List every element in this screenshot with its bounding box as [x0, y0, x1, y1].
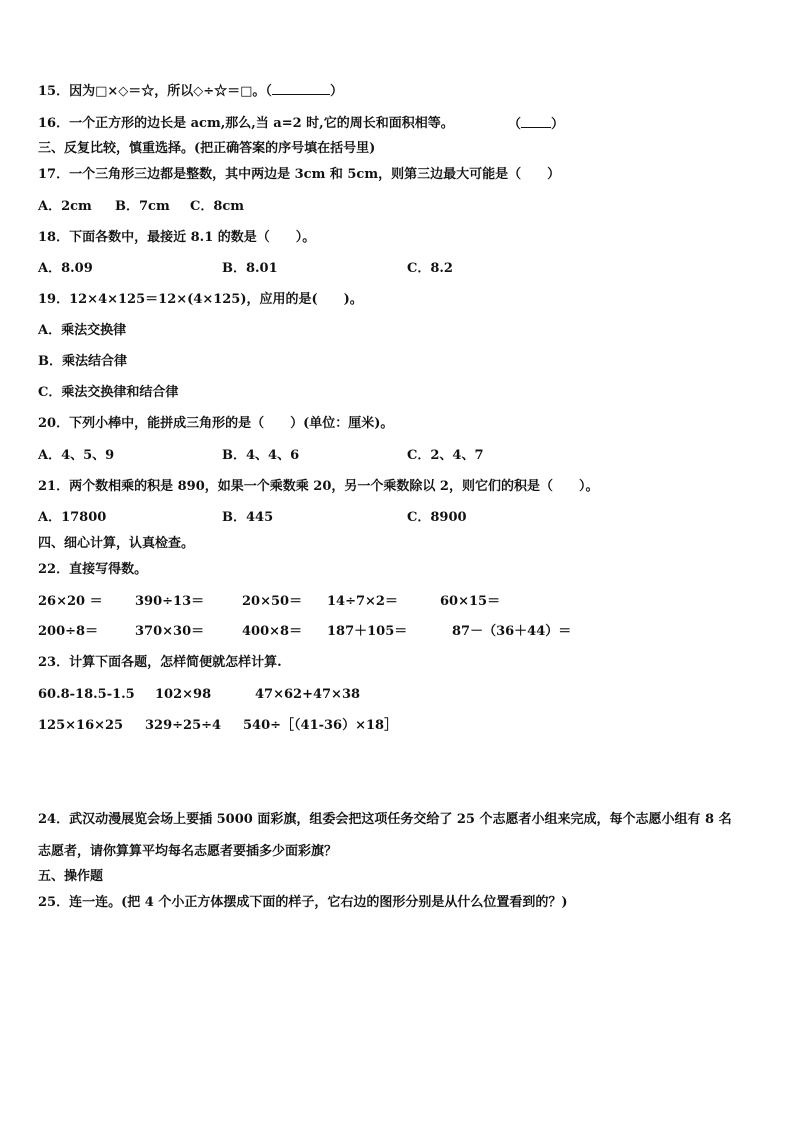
q22-item: 200÷8＝: [38, 624, 99, 639]
section-4-heading: 四、细心计算，认真检查。: [38, 536, 195, 551]
question-25: 25．连一连。(把 4 个小正方体摆成下面的样子，它右边的图形分别是从什么位置看到的？): [38, 895, 568, 910]
q20-option-c[interactable]: C．2、4、7: [407, 448, 484, 463]
question-22: 22．直接写得数。: [38, 562, 148, 577]
q22-item: 187＋105＝: [327, 624, 408, 639]
q17-option-c[interactable]: C．8cm: [190, 199, 245, 214]
q20-option-b[interactable]: B．4、4、6: [222, 448, 300, 463]
q17-option-b[interactable]: B．7cm: [115, 199, 170, 214]
q18-option-c[interactable]: C．8.2: [407, 261, 453, 276]
q16-answer-blank[interactable]: [521, 115, 551, 128]
q21-option-b[interactable]: B．445: [222, 510, 274, 525]
q22-item: 60×15＝: [440, 594, 501, 609]
question-18: 18．下面各数中，最接近 8.1 的数是（ ）。: [38, 230, 316, 245]
q15-text: 15．因为□×◇＝☆，所以◇÷☆＝□。（: [38, 84, 272, 99]
q19-option-b[interactable]: B．乘法结合律: [38, 354, 127, 369]
q16-text: 16．一个正方形的边长是 acm,那么,当 a=2 时,它的周长和面积相等。: [38, 116, 454, 131]
question-19: 19．12×4×125＝12×(4×125)，应用的是( )。: [38, 292, 363, 307]
q22-item: 390÷13＝: [135, 594, 205, 609]
q23-item: 102×98: [155, 687, 212, 702]
q22-item: 87－（36＋44）＝: [452, 624, 572, 639]
q22-item: 370×30＝: [135, 624, 205, 639]
question-24-line-1: 24．武汉动漫展览会场上要插 5000 面彩旗，组委会把这项任务交给了 25 个志愿者小组来完成，每个志愿小组有 8 名: [38, 812, 732, 827]
q23-item: 60.8-18.5-1.5: [38, 687, 135, 702]
q22-item: 400×8＝: [242, 624, 303, 639]
q22-item: 26×20 ＝: [38, 594, 103, 609]
q22-item: 14÷7×2＝: [327, 594, 398, 609]
q23-item: 329÷25÷4: [145, 718, 222, 733]
q16-close: ）: [551, 117, 565, 132]
question-21: 21．两个数相乘的积是 890，如果一个乘数乘 20，另一个乘数除以 2，则它们的积是（ ）。: [38, 479, 599, 494]
q23-item: 47×62+47×38: [255, 687, 361, 702]
q19-option-c[interactable]: C．乘法交换律和结合律: [38, 385, 179, 400]
q21-option-a[interactable]: A．17800: [38, 510, 107, 525]
section-5-heading: 五、操作题: [38, 869, 104, 884]
q16-answer: [508, 115, 564, 134]
q23-item: 125×16×25: [38, 718, 124, 733]
question-24-line-2: 志愿者，请你算算平均每名志愿者要插多少面彩旗？: [38, 844, 338, 859]
q15-answer-blank[interactable]: [272, 82, 330, 95]
question-23: 23．计算下面各题，怎样简便就怎样计算.: [38, 655, 282, 670]
q22-item: 20×50＝: [242, 594, 303, 609]
question-15: [38, 82, 343, 101]
q20-option-a[interactable]: A．4、5、9: [38, 448, 115, 463]
q21-option-c[interactable]: C．8900: [407, 510, 467, 525]
q15-close: ）: [329, 84, 343, 99]
section-3-heading: 三、反复比较，慎重选择。(把正确答案的序号填在括号里): [38, 141, 376, 156]
question-20: 20．下列小棒中，能拼成三角形的是（ ）(单位：厘米)。: [38, 416, 394, 431]
question-17: 17．一个三角形三边都是整数，其中两边是 3cm 和 5cm，则第三边最大可能是（ ）: [38, 167, 561, 182]
q17-option-a[interactable]: A．2cm: [38, 199, 92, 214]
question-16: [38, 115, 454, 133]
q19-option-a[interactable]: A．乘法交换律: [38, 323, 127, 338]
q18-option-b[interactable]: B．8.01: [222, 261, 278, 276]
q16-open: （: [508, 117, 522, 132]
q23-item: 540÷［（41-36）×18］: [243, 718, 398, 733]
q18-option-a[interactable]: A．8.09: [38, 261, 93, 276]
